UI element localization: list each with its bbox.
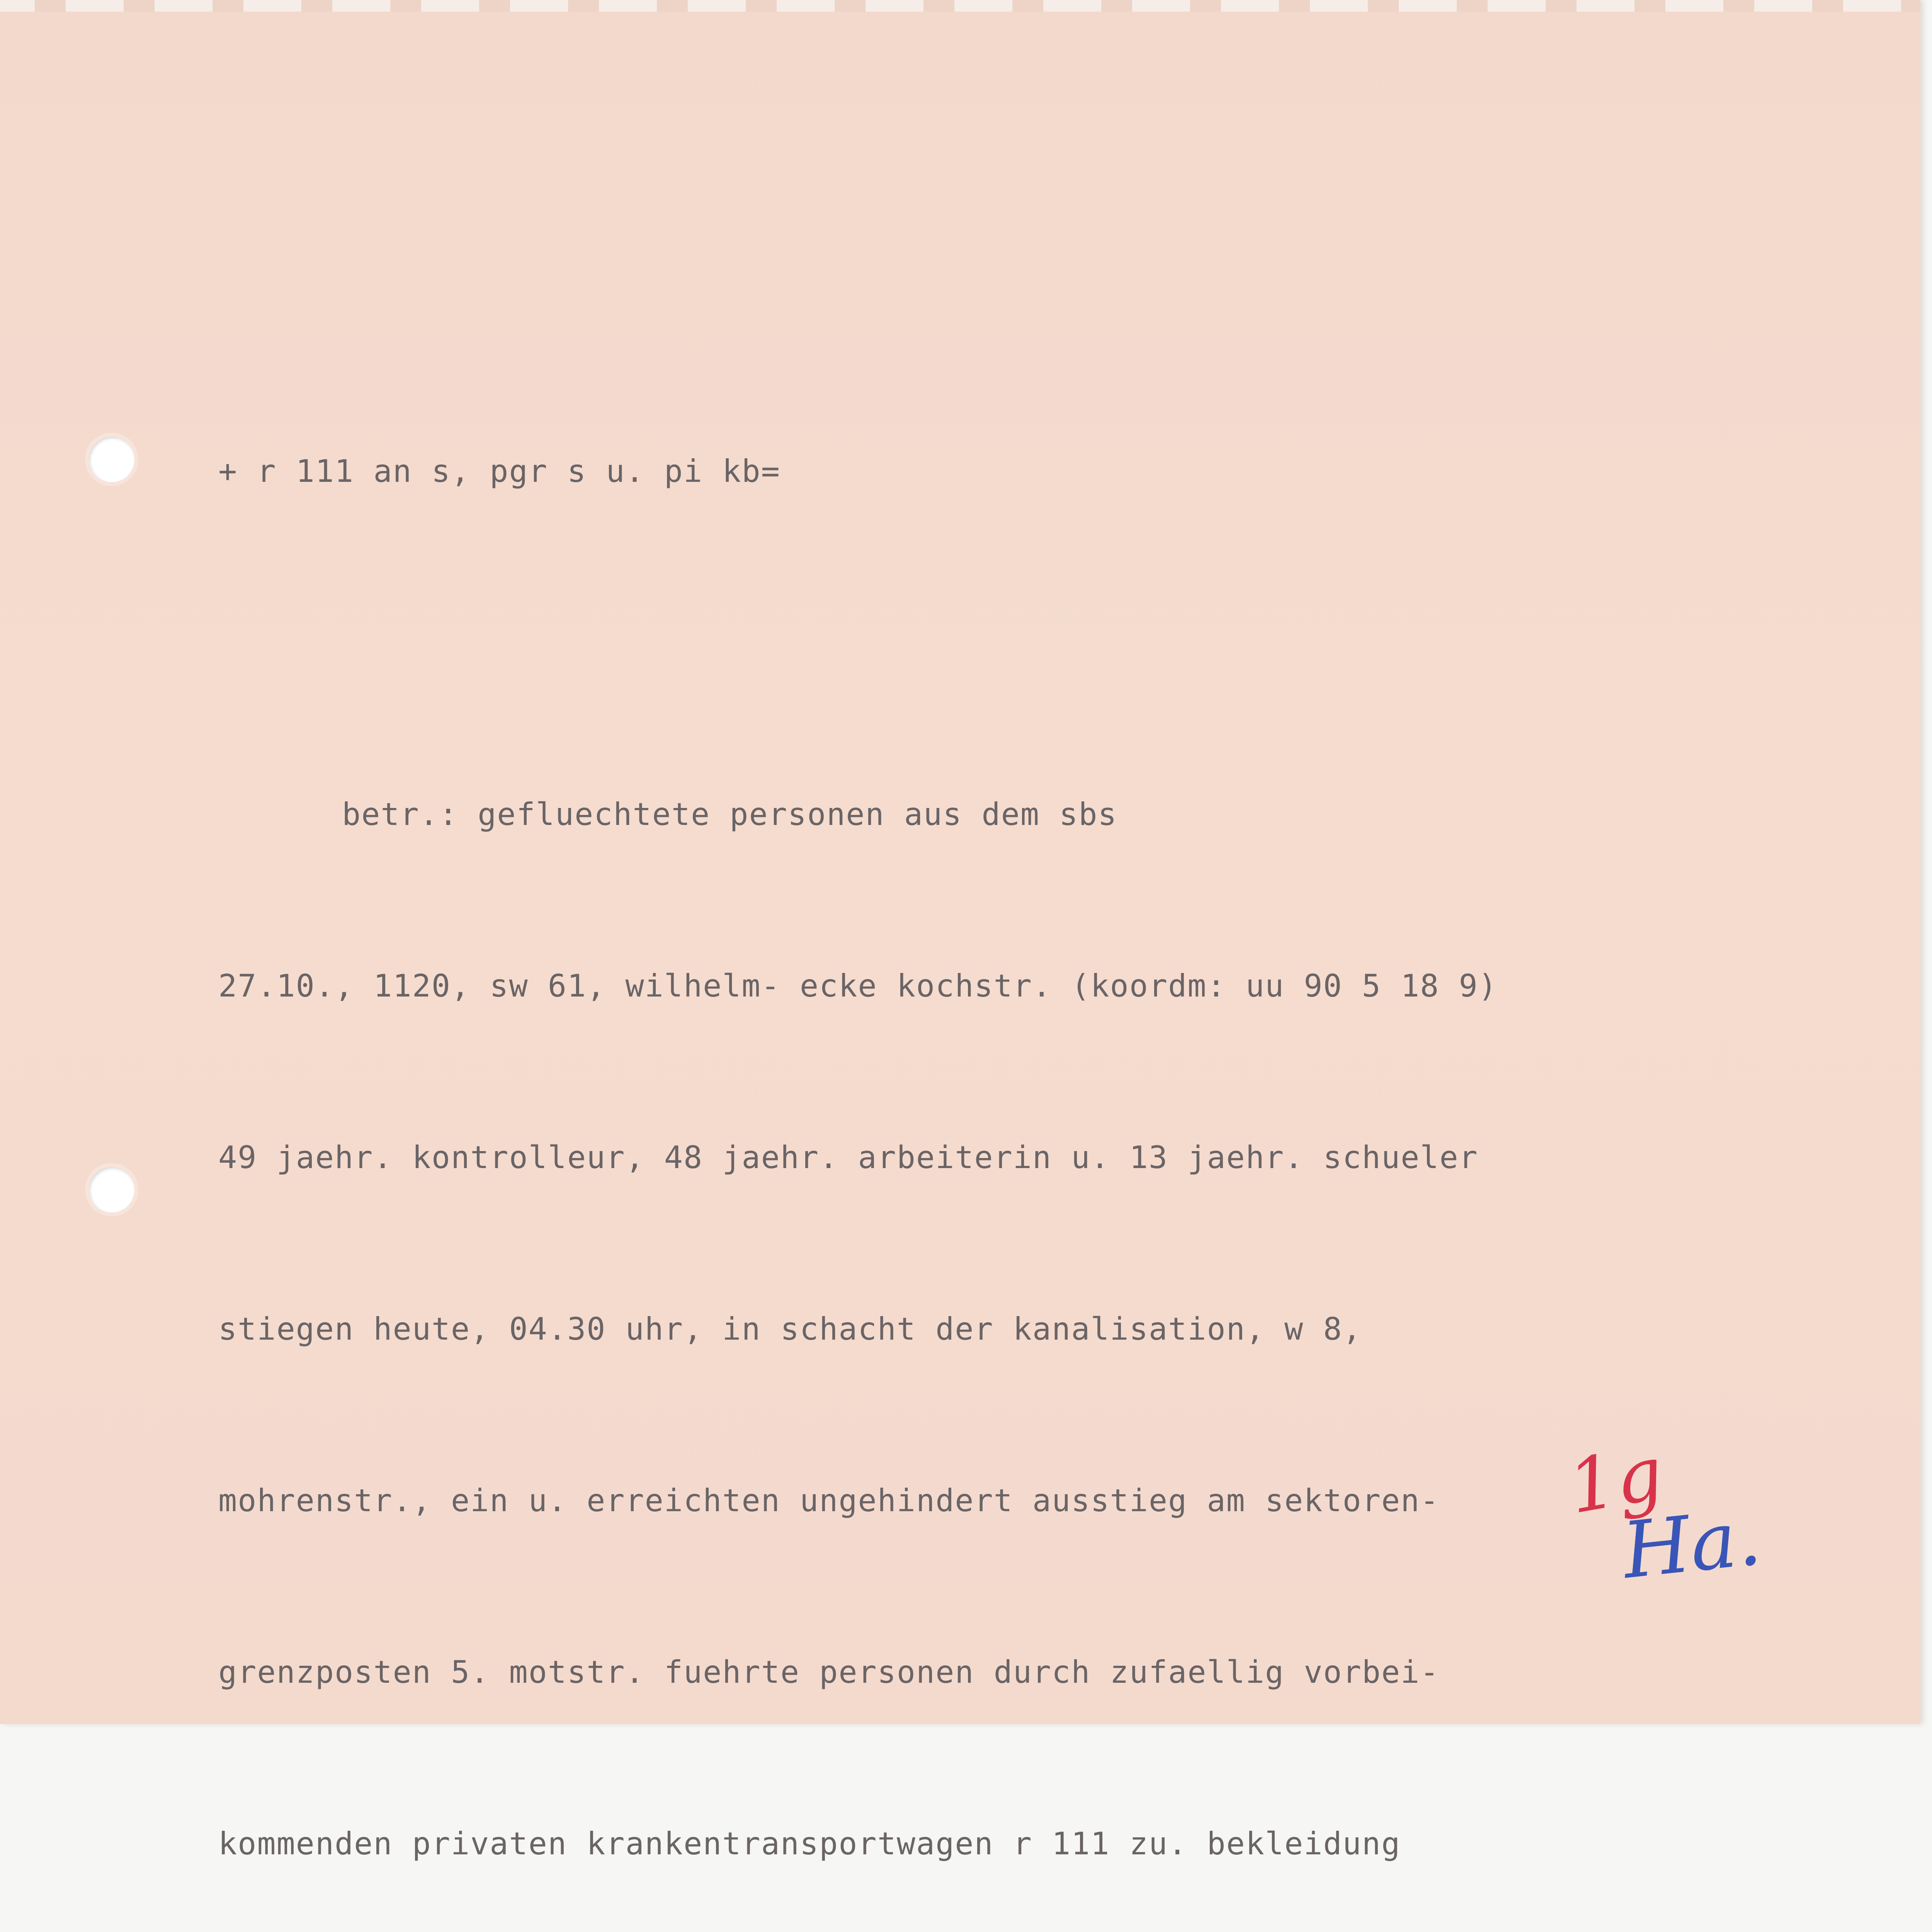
subject-line: betr.: gefluechtete personen aus dem sbs bbox=[342, 796, 1117, 832]
body-line: grenzposten 5. motstr. fuehrte personen durch zufaellig vorbei- bbox=[218, 1654, 1440, 1690]
body-line: stiegen heute, 04.30 uhr, in schacht der kanalisation, w 8, bbox=[218, 1311, 1362, 1347]
header-line: + r 111 an s, pgr s u. pi kb= bbox=[218, 453, 781, 489]
body-line: mohrenstr., ein u. erreichten ungehindert ausstieg am sektoren- bbox=[218, 1483, 1440, 1519]
body-line: 49 jaehr. kontrolleur, 48 jaehr. arbeiterin u. 13 jaehr. schueler bbox=[218, 1139, 1478, 1175]
body-line: 27.10., 1120, sw 61, wilhelm- ecke kochstr. (koordm: uu 90 5 18 9) bbox=[218, 968, 1498, 1004]
punch-hole-top bbox=[89, 437, 134, 482]
blank-line bbox=[218, 614, 1498, 672]
torn-top-edge bbox=[0, 0, 1920, 12]
punch-hole-bottom bbox=[89, 1167, 134, 1213]
typed-message bbox=[218, 328, 1498, 1932]
body-line: kommenden privaten krankentransportwagen r 111 zu. bekleidung bbox=[218, 1826, 1401, 1862]
handwritten-red-mark: 1g bbox=[1562, 1430, 1669, 1531]
handwritten-blue-initials: Ha. bbox=[1618, 1492, 1765, 1597]
